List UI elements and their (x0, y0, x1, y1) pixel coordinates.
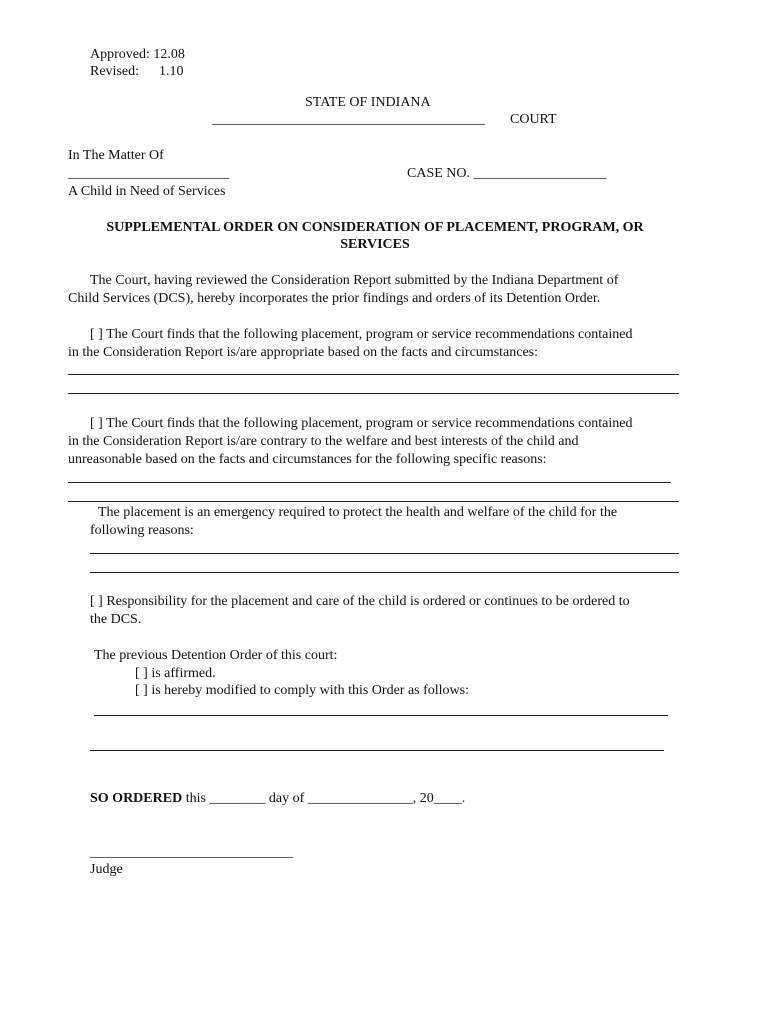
contrary-finding-line1: [ ] The Court finds that the following placement, program or service recommendations contained (90, 416, 633, 431)
affirmed-checkbox[interactable]: [ ] is affirmed. (135, 666, 216, 681)
appropriate-finding-line2: in the Consideration Report is/are appropriate based on the facts and circumstances: (68, 345, 539, 360)
modified-checkbox[interactable]: [ ] is hereby modified to comply with this Order as follows: (135, 683, 469, 698)
court-name-blank[interactable]: _______________________________________ (212, 112, 485, 127)
contrary-finding-line2: in the Consideration Report is/are contrary to the welfare and best interests of the child and (68, 434, 579, 449)
contrary-reasons-blank[interactable] (68, 501, 679, 502)
in-matter-of-label: In The Matter Of (68, 148, 164, 163)
contrary-finding-line3: unreasonable based on the facts and circumstances for the following specific reasons: (68, 452, 547, 467)
intro-paragraph-line2: Child Services (DCS), hereby incorporates the prior findings and orders of its Detention Order. (68, 291, 601, 306)
contrary-reasons-blank[interactable] (68, 482, 671, 483)
emergency-reasons-blank[interactable] (90, 572, 679, 573)
order-date-blanks[interactable]: this ________ day of _______________, 20____. (182, 791, 466, 806)
order-title-line2: SERVICES (340, 237, 410, 252)
state-heading: STATE OF INDIANA (305, 95, 431, 110)
case-number-field[interactable]: CASE NO. ___________________ (407, 166, 607, 181)
emergency-line2: following reasons: (90, 523, 194, 538)
modification-blank[interactable] (90, 750, 664, 751)
revised-label: Revised: (90, 64, 139, 79)
child-name-blank[interactable]: _______________________ (68, 166, 229, 181)
so-ordered-label: SO ORDERED (90, 791, 183, 806)
modification-blank[interactable] (94, 715, 668, 716)
previous-order-label: The previous Detention Order of this court: (94, 648, 338, 663)
court-label: COURT (510, 112, 557, 127)
appropriate-finding-line1: [ ] The Court finds that the following placement, program or service recommendations contained (90, 327, 633, 342)
responsibility-line1: [ ] Responsibility for the placement and care of the child is ordered or continues to be ordered to (90, 594, 630, 609)
intro-paragraph-line1: The Court, having reviewed the Consideration Report submitted by the Indiana Department of (90, 273, 619, 288)
emergency-line1: The placement is an emergency required to protect the health and welfare of the child for the (98, 505, 618, 520)
order-title-line1: SUPPLEMENTAL ORDER ON CONSIDERATION OF PLACEMENT, PROGRAM, OR (106, 220, 644, 235)
responsibility-line2: the DCS. (90, 612, 142, 627)
revised-date: 1.10 (159, 64, 184, 79)
judge-label: Judge (90, 862, 123, 877)
appropriate-reasons-blank[interactable] (68, 374, 679, 375)
approved-date: Approved: 12.08 (90, 47, 185, 62)
so-ordered-line[interactable] (90, 791, 465, 807)
emergency-reasons-blank[interactable] (90, 553, 679, 554)
judge-signature-blank[interactable]: _____________________________ (90, 845, 293, 860)
child-in-need-label: A Child in Need of Services (68, 184, 226, 199)
appropriate-reasons-blank[interactable] (68, 393, 679, 394)
